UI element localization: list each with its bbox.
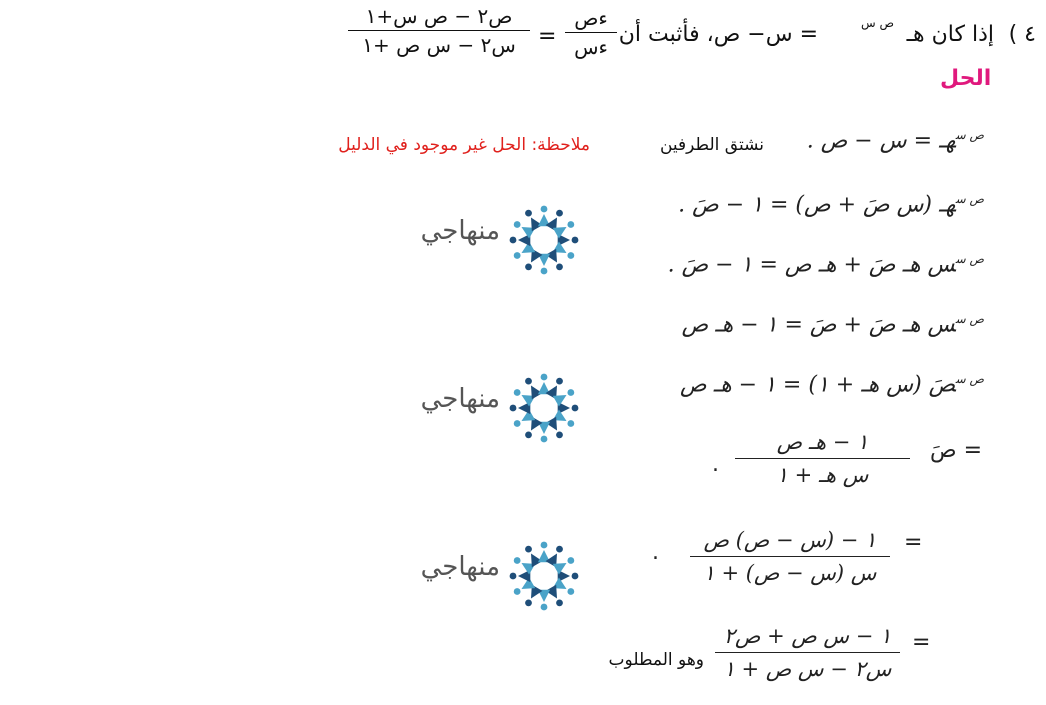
rhs-denominator: س٢ − س ص +١ — [362, 33, 516, 57]
logo-figure-head — [567, 389, 574, 396]
logo-word: منهاجي — [420, 216, 500, 246]
logo-figure-head — [514, 557, 521, 564]
step-text: هـ = س − ص . — [806, 128, 956, 154]
question-equals: = — [538, 24, 557, 49]
logo-figure-head — [525, 546, 532, 553]
fraction-bar — [565, 32, 617, 33]
question-lhs-fraction — [565, 6, 617, 59]
logo-figure-head — [567, 221, 574, 228]
note-text: ملاحظة: الحل غير موجود في الدليل — [338, 135, 590, 155]
fraction-1-tail: . — [712, 452, 719, 477]
step-5 — [680, 372, 984, 397]
question-number: ٤ ) — [1008, 22, 1036, 47]
logo-figure-head — [572, 405, 579, 412]
manhaji-logo — [384, 200, 584, 280]
logo-mark-icon — [504, 200, 584, 280]
lhs-numerator: ءص — [574, 6, 608, 30]
logo-mark-icon — [504, 368, 584, 448]
fraction-2-lhs: = — [904, 530, 923, 555]
logo-figure-head — [567, 420, 574, 427]
logo-figure-head — [541, 374, 548, 381]
logo-figure-head — [541, 436, 548, 443]
logo-figure-head — [556, 599, 563, 606]
logo-figure-head — [514, 252, 521, 259]
logo-mark-icon — [504, 536, 584, 616]
logo-figure-head — [525, 210, 532, 217]
logo-figure-head — [556, 431, 563, 438]
fraction-numerator: ١ − س ص + ص٢ — [723, 624, 892, 648]
logo-figure-head — [567, 252, 574, 259]
step-exponent: ص س — [955, 192, 984, 206]
step-exponent: ص س — [955, 312, 984, 326]
logo-figure-head — [541, 268, 548, 275]
logo-figure-head — [541, 604, 548, 611]
fraction-1-lhs: صَ = — [930, 438, 983, 463]
fraction-2 — [690, 528, 890, 585]
manhaji-logo — [384, 368, 584, 448]
fraction-denominator: س (س − ص) + ١ — [703, 561, 877, 585]
solution-title: الحل — [940, 66, 992, 91]
logo-figure-head — [525, 263, 532, 270]
fraction-denominator: س هـ + ١ — [776, 463, 869, 487]
fraction-numerator: ١ − (س − ص) ص — [703, 528, 877, 552]
fraction-3 — [715, 624, 900, 681]
logo-figure-body — [553, 395, 567, 406]
rhs-numerator: ص٢ − ص س+١ — [365, 4, 513, 28]
logo-figure-head — [510, 237, 517, 244]
logo-figure-head — [525, 378, 532, 385]
step-text: صَ (س هـ + ١) = ١ − هـ ص — [680, 372, 956, 398]
fraction-bar — [690, 556, 890, 557]
logo-figure-body — [553, 227, 567, 238]
logo-figure-head — [514, 588, 521, 595]
fraction-bar — [348, 30, 530, 31]
step-1 — [807, 128, 984, 153]
lhs-denominator: ءس — [574, 35, 608, 59]
logo-figure-head — [510, 573, 517, 580]
logo-word: منهاجي — [420, 552, 500, 582]
conclusion-text: وهو المطلوب — [608, 650, 704, 670]
step-exponent: ص س — [955, 252, 984, 266]
fraction-2-tail: . — [652, 540, 659, 565]
logo-figure-head — [572, 573, 579, 580]
fraction-bar — [715, 652, 900, 653]
logo-word: منهاجي — [420, 384, 500, 414]
step-text: هـ (س صَ + ص) = ١ − صَ . — [678, 192, 956, 218]
logo-figure-head — [541, 542, 548, 549]
step-exponent: ص س — [955, 128, 984, 142]
logo-figure-head — [567, 557, 574, 564]
logo-figure-head — [514, 420, 521, 427]
fraction-bar — [735, 458, 910, 459]
logo-figure-head — [556, 210, 563, 217]
logo-figure-head — [514, 221, 521, 228]
logo-figure-head — [525, 599, 532, 606]
question-text: إذا كان هـ — [906, 22, 994, 47]
fraction-denominator: س٢ − س ص + ١ — [723, 657, 892, 681]
step-2 — [678, 192, 984, 217]
manhaji-logo — [384, 536, 584, 616]
logo-figure-head — [514, 389, 521, 396]
logo-figure-head — [556, 263, 563, 270]
logo-figure-head — [510, 405, 517, 412]
fraction-3-lhs: = — [912, 630, 931, 655]
logo-figure-head — [541, 206, 548, 213]
logo-figure-head — [572, 237, 579, 244]
logo-figure-head — [567, 588, 574, 595]
logo-figure-head — [525, 431, 532, 438]
question-exponent: ص س — [861, 16, 894, 30]
fraction-numerator: ١ − هـ ص — [776, 430, 869, 454]
step-4 — [682, 312, 984, 337]
step-text: س هـ صَ + هـ ص = ١ − صَ . — [667, 252, 956, 278]
question-equation-text: = س− ص، فأثبت أن — [618, 22, 818, 47]
fraction-1 — [735, 430, 910, 487]
step-exponent: ص س — [955, 372, 984, 386]
logo-figure-head — [556, 546, 563, 553]
differentiate-label: نشتق الطرفين — [659, 135, 764, 155]
step-text: س هـ صَ + صَ = ١ − هـ ص — [681, 312, 956, 338]
question-rhs-fraction — [348, 4, 530, 57]
logo-figure-body — [553, 563, 567, 574]
logo-figure-head — [556, 378, 563, 385]
step-3 — [668, 252, 984, 277]
